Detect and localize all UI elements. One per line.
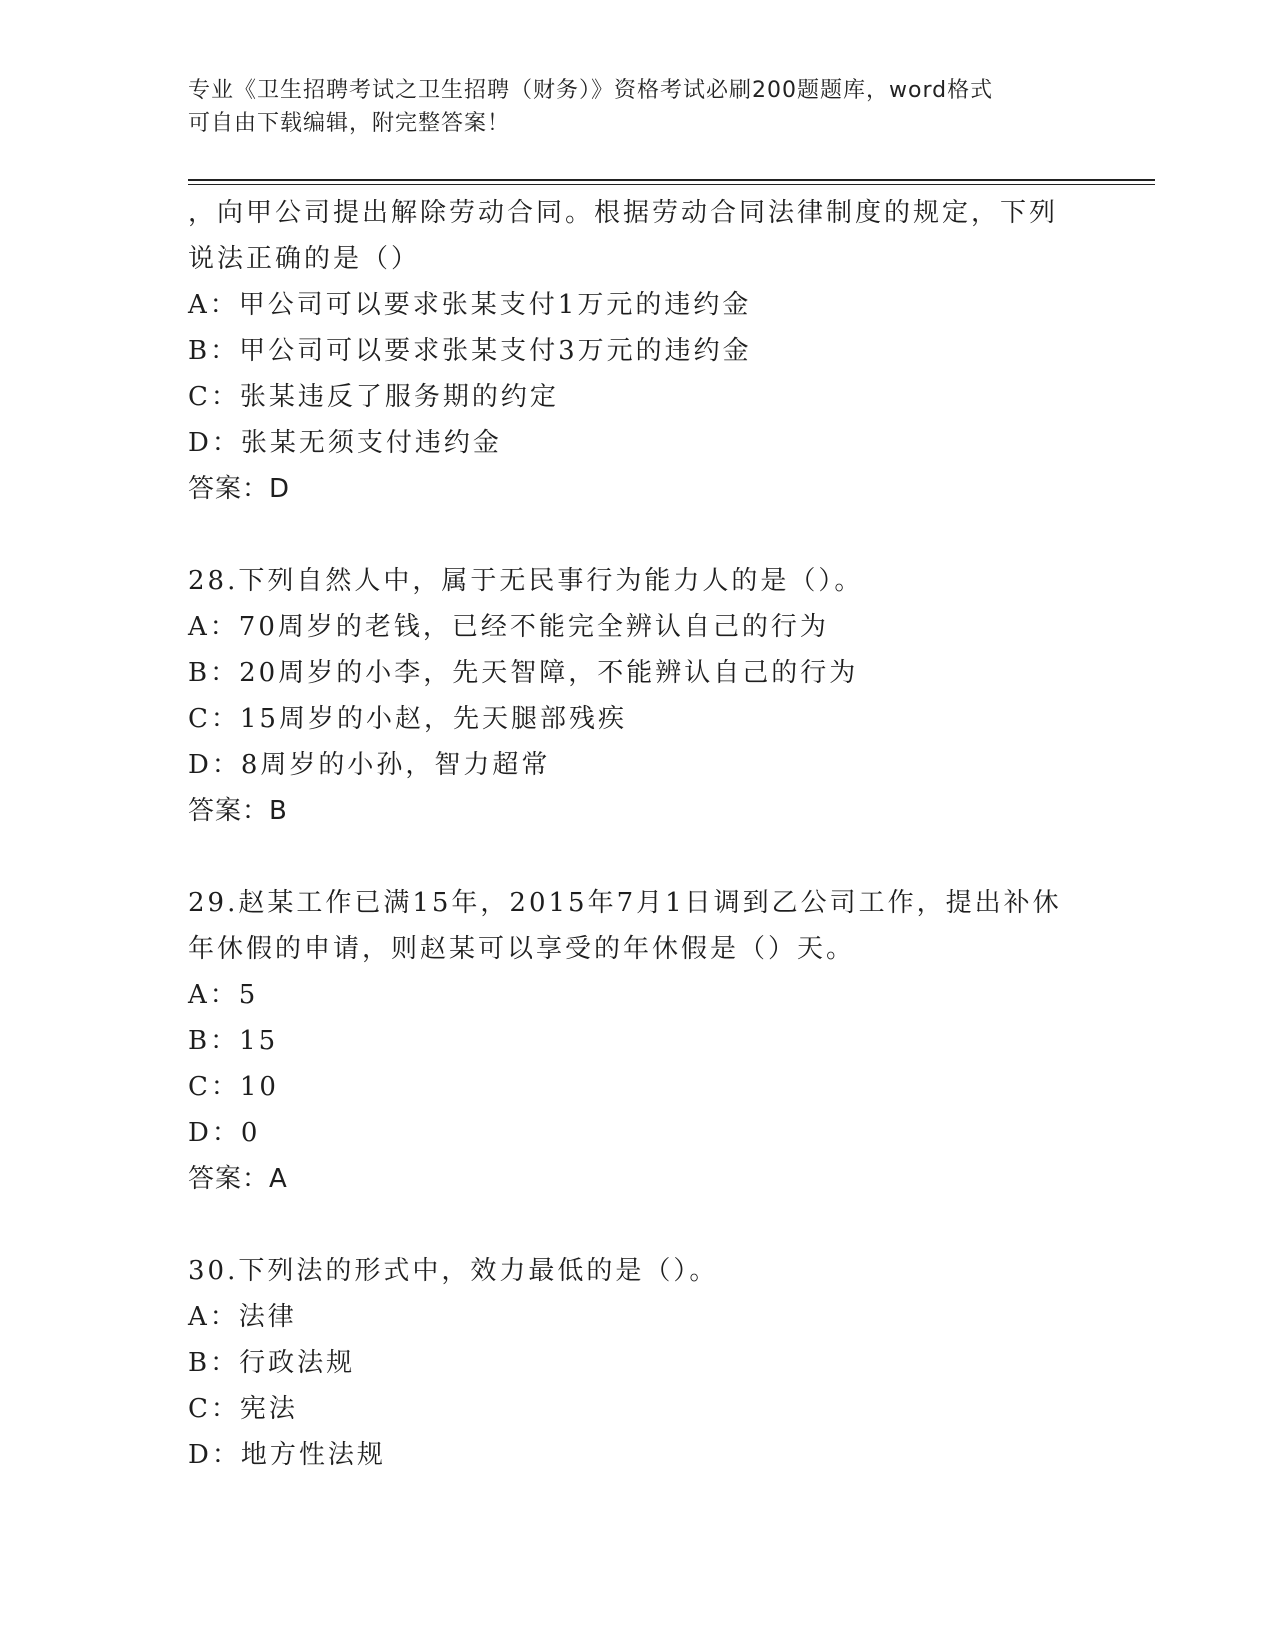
question-stem: 29.赵某工作已满15年，2015年7月1日调到乙公司工作，提出补休 xyxy=(188,888,1062,918)
option-b: B：15 xyxy=(188,1026,279,1056)
question-stem: 30.下列法的形式中，效力最低的是（）。 xyxy=(188,1256,719,1286)
answer-label: 答案：B xyxy=(188,796,288,826)
spacer xyxy=(188,512,1088,558)
question-block xyxy=(188,1248,1088,1478)
option-a: A：甲公司可以要求张某支付1万元的违约金 xyxy=(188,290,752,320)
answer-label: 答案：D xyxy=(188,474,291,504)
answer-label: 答案：A xyxy=(188,1164,288,1194)
option-a: A：5 xyxy=(188,980,259,1010)
question-stem: 说法正确的是（） xyxy=(188,244,421,274)
option-c: C：15周岁的小赵，先天腿部残疾 xyxy=(188,704,627,734)
spacer xyxy=(188,834,1088,880)
header-divider-thick xyxy=(188,179,1155,181)
option-d: D：地方性法规 xyxy=(188,1440,386,1470)
option-a: A：法律 xyxy=(188,1302,297,1332)
option-d: D：8周岁的小孙，智力超常 xyxy=(188,750,551,780)
question-block xyxy=(188,880,1088,1202)
question-block xyxy=(188,190,1088,512)
option-d: D：张某无须支付违约金 xyxy=(188,428,502,458)
document-header xyxy=(188,74,1088,140)
question-stem: 年休假的申请，则赵某可以享受的年休假是（）天。 xyxy=(188,934,856,964)
option-d: D：0 xyxy=(188,1118,261,1148)
header-line-1: 专业《卫生招聘考试之卫生招聘（财务）》资格考试必刷200题题库，word格式 xyxy=(188,78,994,103)
question-stem: ，向甲公司提出解除劳动合同。根据劳动合同法律制度的规定，下列 xyxy=(188,198,1059,228)
header-divider-thin xyxy=(188,184,1155,185)
option-b: B：20周岁的小李，先天智障，不能辨认自己的行为 xyxy=(188,658,859,688)
option-b: B：甲公司可以要求张某支付3万元的违约金 xyxy=(188,336,752,366)
question-list xyxy=(188,190,1088,1478)
option-c: C：张某违反了服务期的约定 xyxy=(188,382,559,412)
option-c: C：宪法 xyxy=(188,1394,298,1424)
spacer xyxy=(188,1202,1088,1248)
option-c: C：10 xyxy=(188,1072,279,1102)
question-stem: 28.下列自然人中，属于无民事行为能力人的是（）。 xyxy=(188,566,864,596)
header-line-2: 可自由下载编辑，附完整答案！ xyxy=(188,111,511,136)
question-block xyxy=(188,558,1088,834)
option-a: A：70周岁的老钱，已经不能完全辨认自己的行为 xyxy=(188,612,829,642)
option-b: B：行政法规 xyxy=(188,1348,356,1378)
